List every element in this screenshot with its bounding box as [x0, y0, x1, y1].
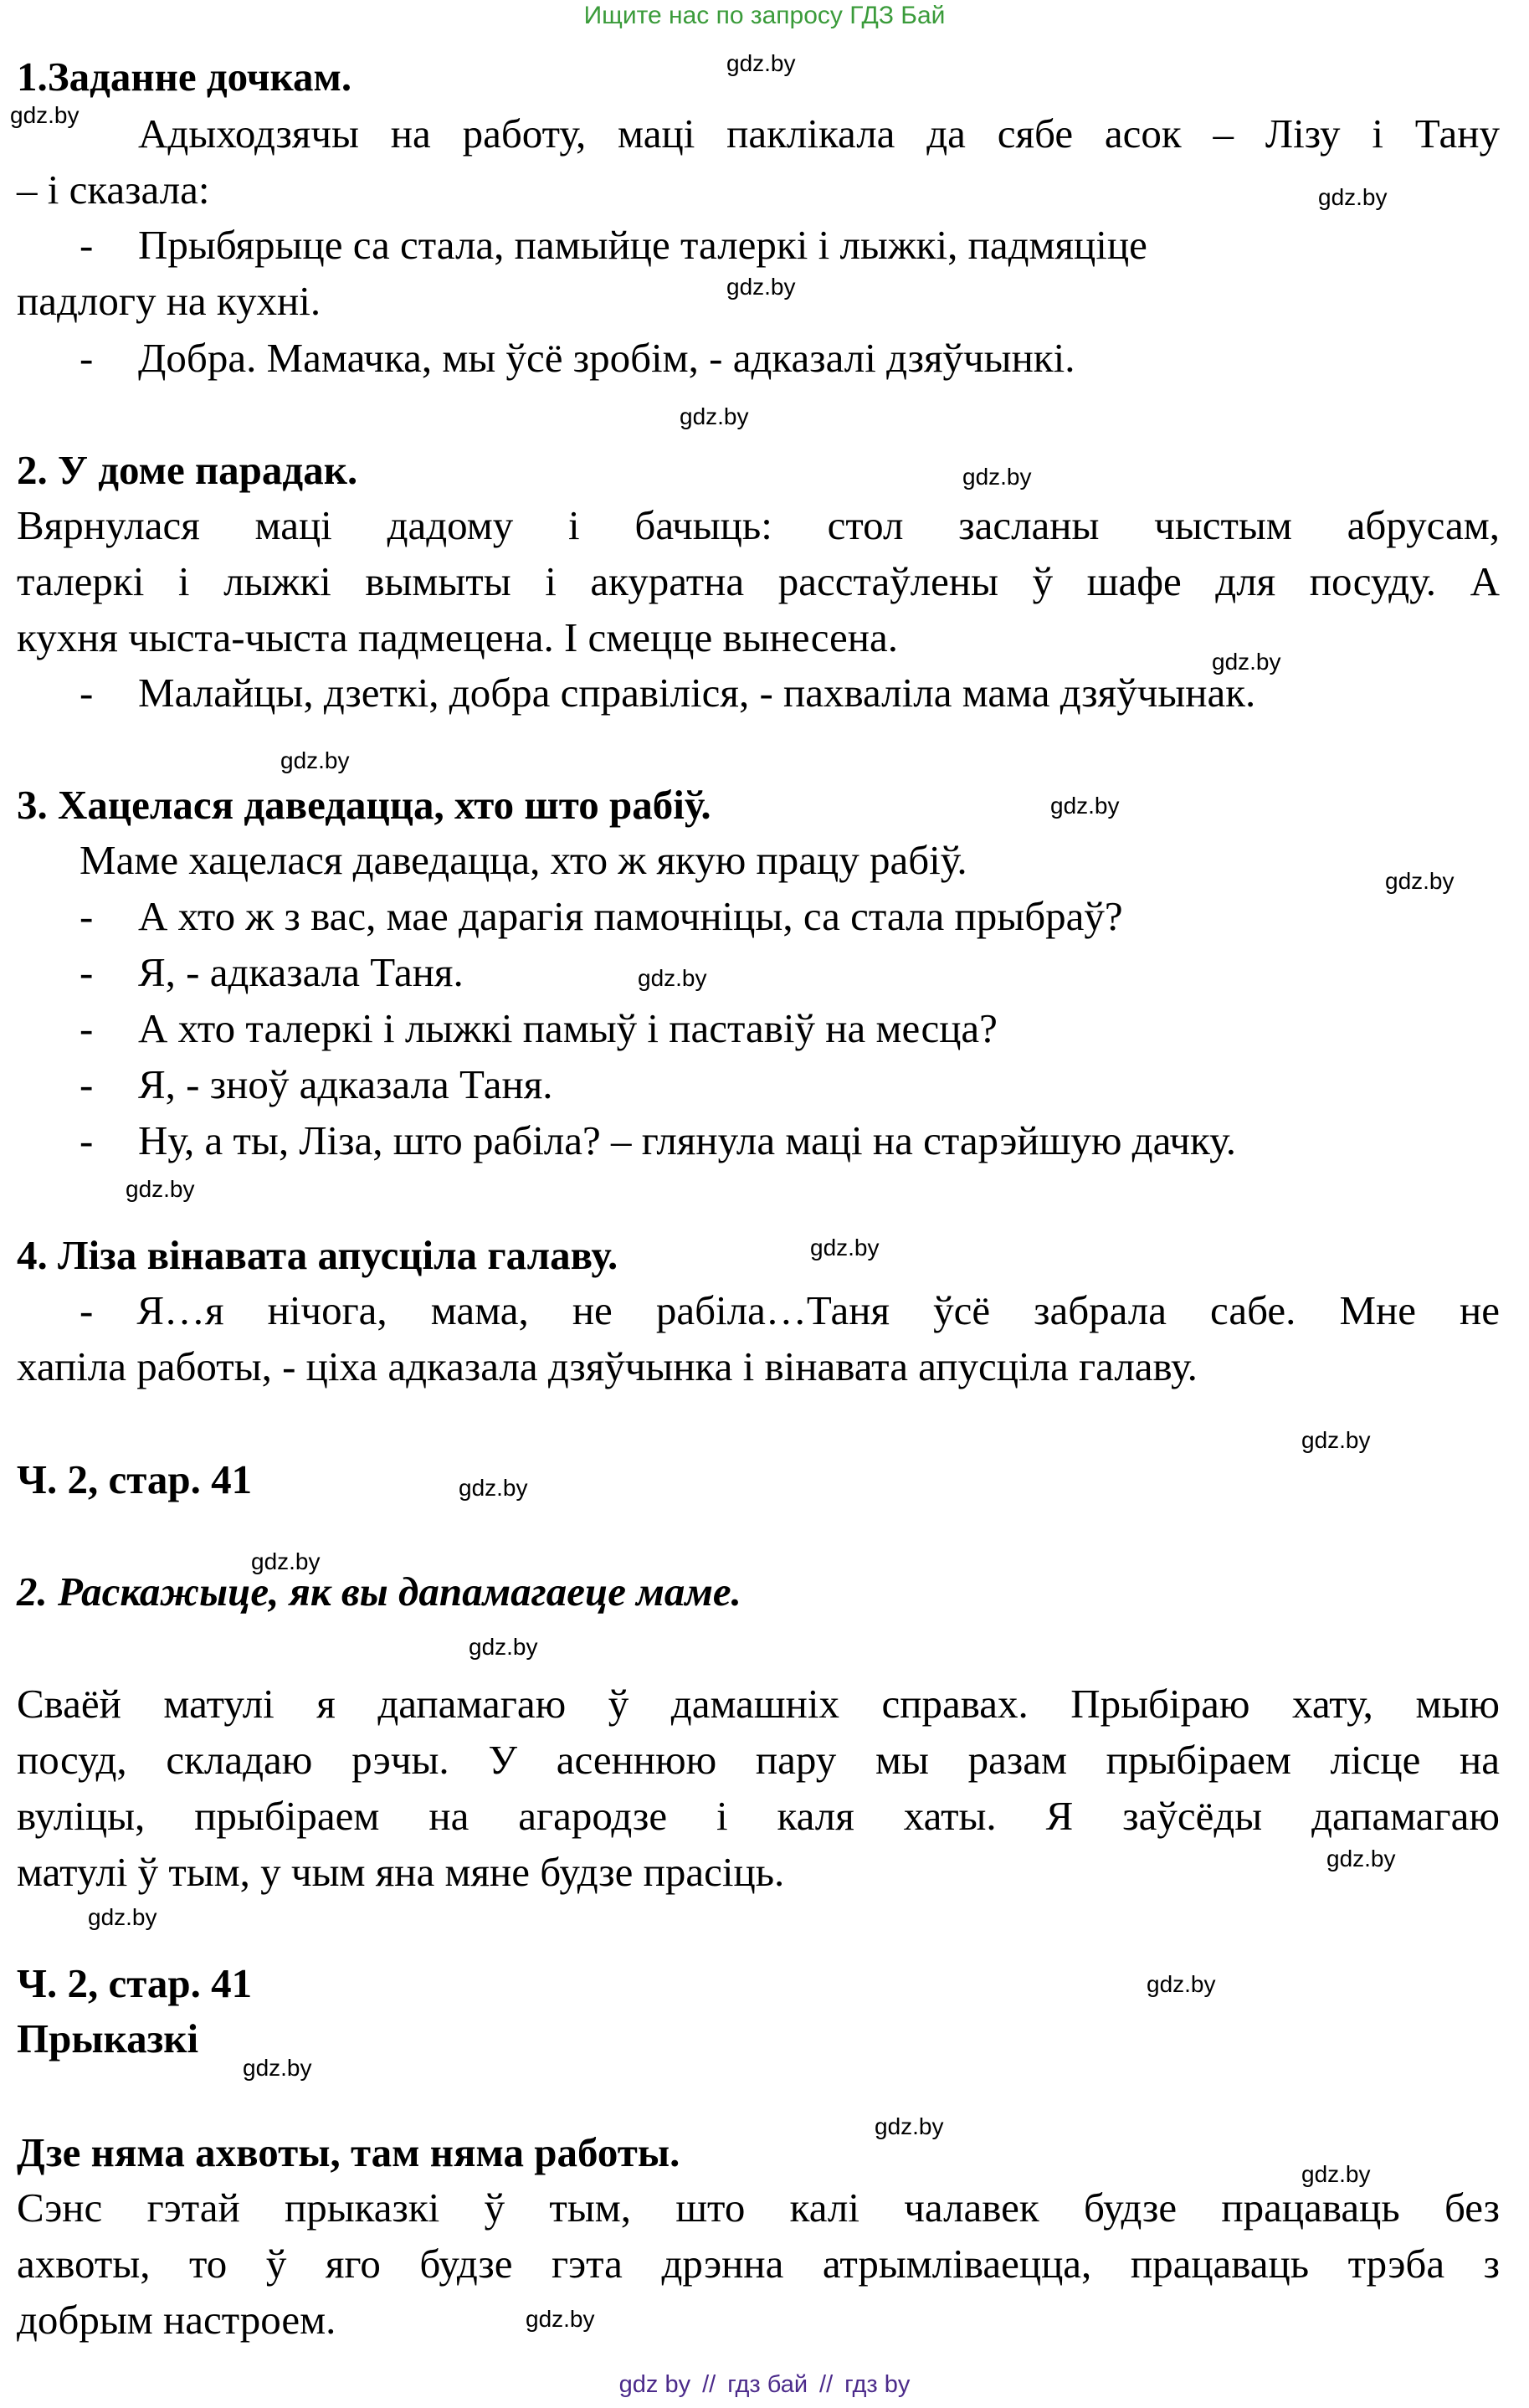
watermark: gdz.by	[1050, 793, 1120, 819]
dialog-line: - Я, - адказала Таня.	[80, 947, 1500, 998]
page-ref-title: Ч. 2, стар. 41	[17, 1960, 253, 2006]
watermark: gdz.by	[1147, 1971, 1216, 1997]
dialog-line: - Добра. Мамачка, мы ўсё зробім, - адказалі дзяўчынкі.	[80, 333, 1500, 383]
watermark: gdz.by	[1385, 868, 1455, 894]
paragraph-line: кухня чыста-чыста падмецена. І смецце вынесена.	[17, 614, 899, 660]
footer-separator: //	[702, 2371, 716, 2398]
paragraph-line: – і сказала:	[17, 167, 210, 213]
dialog-text: А хто ж з вас, мае дарагія памочніцы, са стала прыбраў?	[138, 893, 1123, 939]
top-search-link[interactable]: Ищите нас по запросу ГДЗ Бай	[583, 2, 946, 29]
dialog-text: Я, - адказала Таня.	[138, 949, 464, 995]
paragraph-line: добрым настроем.	[17, 2297, 336, 2343]
footer-link[interactable]: гдз by	[844, 2371, 911, 2398]
watermark: gdz.by	[469, 1634, 538, 1660]
paragraph-line: - Я…я нічога, мама, не рабіла…Таня ўсё забрала сабе. Мне не	[80, 1287, 1500, 1333]
footer-separator: //	[819, 2371, 834, 2398]
dialog-text: Малайцы, дзеткі, добра справіліся, - пахваліла мама дзяўчынак.	[138, 670, 1256, 716]
section-3-title: 3. Хацелася даведацца, хто што рабіў.	[17, 782, 711, 828]
watermark: gdz.by	[459, 1475, 528, 1501]
paragraph-line: Сваёй матулі я дапамагаю ў дамашніх справах. Прыбіраю хату, мыю	[17, 1681, 1500, 1727]
dialog-line: - А хто талеркі і лыжкі памыў і паставіў на месца?	[80, 1004, 1500, 1054]
watermark: gdz.by	[810, 1235, 880, 1260]
dialog-text: Я, - зноў адказала Таня.	[138, 1061, 553, 1107]
watermark: gdz.by	[280, 747, 350, 773]
watermark: gdz.by	[1326, 1846, 1396, 1871]
paragraph-line: Адыходзячы на работу, маці паклікала да сябе асок – Лізу і Тану	[138, 110, 1500, 157]
footer-link[interactable]: gdz by	[618, 2371, 691, 2398]
watermark: gdz.by	[875, 2113, 944, 2139]
paragraph-line: Маме хацелася даведацца, хто ж якую працу рабіў.	[80, 837, 967, 883]
watermark: gdz.by	[1318, 184, 1388, 210]
dialog-text: Ну, а ты, Ліза, што рабіла? – глянула маці на старэйшую дачку.	[138, 1117, 1236, 1163]
task-title: 2. Раскажыце, як вы дапамагаеце маме.	[17, 1569, 741, 1615]
watermark: gdz.by	[680, 403, 749, 429]
watermark: gdz.by	[1212, 649, 1281, 675]
section-2-title: 2. У доме парадак.	[17, 447, 358, 493]
watermark: gdz.by	[126, 1176, 195, 1202]
watermark: gdz.by	[726, 50, 796, 76]
dialog-line: - Прыбярыце са стала, памыйце талеркі і лыжкі, падмяціце	[80, 220, 1500, 270]
paragraph-line: Вярнулася маці дадому і бачыць: стол засланы чыстым абрусам,	[17, 502, 1500, 548]
section-1-title: 1.Заданне дочкам.	[17, 54, 352, 100]
page-ref-title: Ч. 2, стар. 41	[17, 1456, 253, 1502]
dialog-text: А хто талеркі і лыжкі памыў і паставіў на месца?	[138, 1005, 998, 1051]
paragraph-line: посуд, складаю рэчы. У асеннюю пару мы разам прыбіраем лісце на	[17, 1737, 1500, 1783]
watermark: gdz.by	[638, 965, 707, 991]
paragraph-line: талеркі і лыжкі вымыты і акуратна расстаўлены ў шафе для посуду. А	[17, 558, 1500, 604]
watermark: gdz.by	[243, 2055, 312, 2081]
footer-link[interactable]: гдз бай	[727, 2371, 808, 2398]
watermark: gdz.by	[251, 1548, 321, 1574]
watermark: gdz.by	[1301, 2161, 1371, 2187]
watermark: gdz.by	[726, 274, 796, 300]
paragraph-line: Сэнс гэтай прыказкі ў тым, што калі чалавек будзе працаваць без	[17, 2185, 1500, 2231]
dialog-line: - Ну, а ты, Ліза, што рабіла? – глянула маці на старэйшую дачку.	[80, 1116, 1500, 1166]
paragraph-line: матулі ў тым, у чым яна мяне будзе прасіць.	[17, 1849, 785, 1895]
paragraph-line: хапіла работы, - ціха адказала дзяўчынка і вінавата апусціла галаву.	[17, 1343, 1198, 1389]
watermark: gdz.by	[10, 102, 80, 128]
footer-links	[0, 2369, 1529, 2400]
dialog-text: Добра. Мамачка, мы ўсё зробім, - адказалі дзяўчынкі.	[138, 335, 1075, 381]
dialog-line: - Я, - зноў адказала Таня.	[80, 1060, 1500, 1110]
paragraph-line: ахвоты, то ў яго будзе гэта дрэнна атрымліваецца, працаваць трэба з	[17, 2241, 1500, 2287]
section-4-title: 4. Ліза вінавата апусціла галаву.	[17, 1232, 618, 1278]
section-subtitle: Прыказкі	[17, 2015, 199, 2061]
watermark: gdz.by	[962, 464, 1032, 490]
dialog-line: - А хто ж з вас, мае дарагія памочніцы, са стала прыбраў?	[80, 891, 1500, 942]
proverb-title: Дзе няма ахвоты, там няма работы.	[17, 2129, 680, 2175]
dialog-line: - Малайцы, дзеткі, добра справіліся, - пахваліла мама дзяўчынак.	[80, 668, 1500, 718]
paragraph-line: вуліцы, прыбіраем на агародзе і каля хаты. Я заўсёды дапамагаю	[17, 1793, 1500, 1839]
dialog-text: Прыбярыце са стала, памыйце талеркі і лыжкі, падмяціце	[138, 222, 1147, 268]
paragraph-line: падлогу на кухні.	[17, 278, 321, 324]
watermark: gdz.by	[88, 1904, 157, 1930]
watermark: gdz.by	[1301, 1427, 1371, 1453]
watermark: gdz.by	[526, 2306, 595, 2332]
